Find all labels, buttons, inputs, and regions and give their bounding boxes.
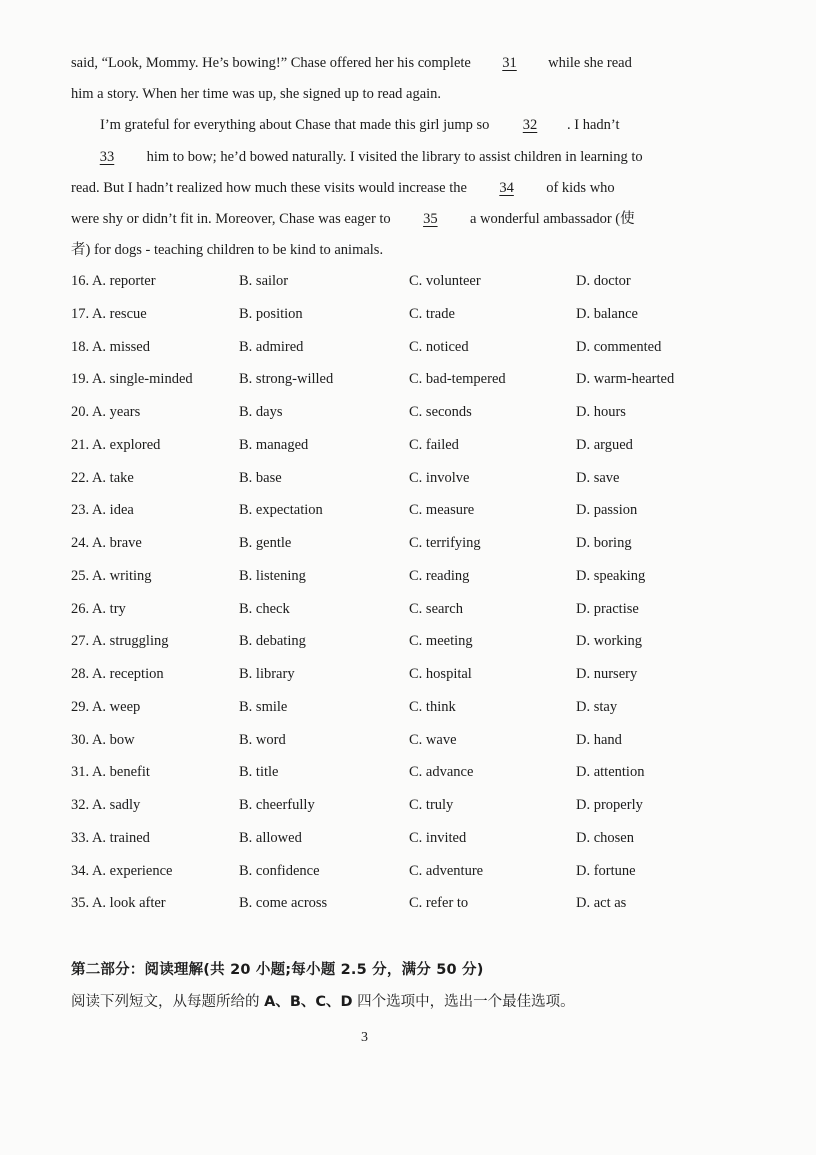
- question-row: [71, 822, 691, 855]
- option-d: D. fortune: [576, 862, 636, 879]
- option-c: C. hospital: [409, 666, 472, 682]
- option-b: B. check: [239, 600, 290, 617]
- passage-text: read. But I hadn’t realized how much these visits would increase the: [71, 179, 471, 196]
- option-b: B. admired: [239, 338, 304, 355]
- question-row: [71, 363, 691, 396]
- cloze-passage: [71, 48, 646, 266]
- option-b: B. word: [239, 731, 286, 748]
- question-row: [71, 331, 691, 364]
- question-row: [71, 789, 691, 822]
- option-d: D. hours: [576, 404, 626, 420]
- option-c: C. terrifying: [409, 535, 481, 551]
- option-c: C. involve: [409, 469, 470, 486]
- option-a: 16. A. reporter: [71, 273, 156, 289]
- option-b: B. title: [239, 764, 279, 781]
- option-a: 21. A. explored: [71, 436, 161, 453]
- option-b: B. confidence: [239, 862, 320, 879]
- question-row: [71, 855, 691, 888]
- blank-34: 34: [499, 179, 514, 196]
- passage-text: I’m grateful for everything about Chase that made this girl jump so: [100, 117, 494, 134]
- option-a: 35. A. look after: [71, 895, 166, 912]
- passage-line: [71, 79, 646, 110]
- option-a: 33. A. trained: [71, 829, 150, 846]
- passage-text: were shy or didn’t fit in. Moreover, Chase was eager to: [71, 210, 395, 227]
- passage-text: him a story. When her time was up, she signed up to read again.: [71, 86, 442, 103]
- option-c: C. measure: [409, 502, 475, 519]
- blank-31: 31: [502, 55, 517, 71]
- question-row: [71, 298, 691, 331]
- option-b: B. managed: [239, 436, 309, 453]
- option-b: B. expectation: [239, 502, 323, 519]
- option-b: B. come across: [239, 895, 328, 912]
- passage-line: [71, 235, 646, 266]
- option-c: C. seconds: [409, 404, 472, 420]
- option-c: C. wave: [409, 731, 457, 748]
- option-d: D. stay: [576, 698, 618, 715]
- passage-line: [71, 110, 646, 141]
- instruction-text: 四个选项中，选出一个最佳选项。: [352, 994, 575, 1010]
- option-c: C. failed: [409, 436, 459, 453]
- option-c: C. adventure: [409, 862, 484, 879]
- option-d: D. save: [576, 469, 620, 486]
- option-a: 17. A. rescue: [71, 305, 147, 322]
- passage-line: [71, 142, 646, 173]
- question-row: [71, 625, 691, 658]
- option-a: 23. A. idea: [71, 502, 134, 519]
- option-b: B. gentle: [239, 535, 292, 551]
- option-a: 22. A. take: [71, 469, 134, 486]
- option-c: C. volunteer: [409, 273, 481, 289]
- question-row: [71, 724, 691, 757]
- option-d: D. act as: [576, 895, 627, 912]
- option-b: B. debating: [239, 633, 306, 650]
- question-options-list: [71, 265, 691, 920]
- passage-text: him to bow; he’d bowed naturally. I visited the library to assist children in learning to: [143, 148, 643, 165]
- passage-line: [71, 173, 646, 204]
- option-a: 20. A. years: [71, 404, 141, 420]
- option-b: B. strong-willed: [239, 371, 334, 388]
- option-b: B. days: [239, 404, 283, 420]
- question-row: [71, 658, 691, 691]
- option-a: 25. A. writing: [71, 567, 152, 584]
- option-c: C. search: [409, 600, 463, 617]
- option-d: D. boring: [576, 535, 632, 551]
- option-a: 34. A. experience: [71, 862, 173, 879]
- option-b: B. listening: [239, 567, 306, 584]
- question-row: [71, 265, 691, 298]
- section-heading: 第二部分：阅读理解(共 20 小题;每小题 2.5 分，满分 50 分): [71, 962, 484, 978]
- option-b: B. sailor: [239, 273, 289, 289]
- option-d: D. balance: [576, 305, 638, 322]
- option-b: B. library: [239, 666, 295, 682]
- passage-text: . I hadn’t: [567, 117, 620, 134]
- option-d: D. warm-hearted: [576, 371, 675, 388]
- option-d: D. doctor: [576, 273, 631, 289]
- question-row: [71, 756, 691, 789]
- instruction-text: 阅读下列短文，从每题所给的: [71, 994, 265, 1010]
- option-c: C. invited: [409, 829, 467, 846]
- question-row: [71, 560, 691, 593]
- option-d: D. argued: [576, 436, 633, 453]
- option-c: C. noticed: [409, 338, 469, 355]
- option-b: B. cheerfully: [239, 797, 315, 813]
- option-c: C. meeting: [409, 633, 473, 650]
- option-a: 31. A. benefit: [71, 764, 150, 781]
- option-c: C. trade: [409, 305, 455, 322]
- option-c: C. bad-tempered: [409, 371, 506, 388]
- question-row: [71, 494, 691, 527]
- option-d: D. working: [576, 633, 643, 650]
- passage-text: a wonderful ambassador (使: [466, 210, 635, 227]
- question-row: [71, 429, 691, 462]
- option-d: D. practise: [576, 600, 639, 617]
- option-d: D. speaking: [576, 567, 646, 584]
- option-a: 29. A. weep: [71, 698, 141, 715]
- option-a: 27. A. struggling: [71, 633, 169, 650]
- option-d: D. chosen: [576, 829, 634, 846]
- option-c: C. truly: [409, 797, 454, 813]
- instruction-letters: A、B、C、D: [264, 994, 353, 1010]
- option-a: 32. A. sadly: [71, 797, 141, 813]
- option-d: D. hand: [576, 731, 622, 748]
- passage-text: of kids who: [542, 179, 615, 196]
- option-a: 30. A. bow: [71, 731, 135, 748]
- option-d: D. properly: [576, 797, 643, 813]
- option-a: 18. A. missed: [71, 338, 150, 355]
- passage-text: while she read: [544, 55, 632, 71]
- option-b: B. allowed: [239, 829, 302, 846]
- option-c: C. reading: [409, 567, 470, 584]
- option-a: 28. A. reception: [71, 666, 164, 682]
- option-d: D. passion: [576, 502, 638, 519]
- page-number: 3: [361, 1030, 368, 1045]
- option-d: D. nursery: [576, 666, 638, 682]
- option-c: C. think: [409, 698, 456, 715]
- option-b: B. smile: [239, 698, 288, 715]
- blank-32: 32: [522, 117, 538, 134]
- option-a: 24. A. brave: [71, 535, 142, 551]
- passage-text: said, “Look, Mommy. He’s bowing!” Chase offered her his complete: [71, 55, 475, 71]
- option-d: D. attention: [576, 764, 645, 781]
- option-b: B. base: [239, 469, 282, 486]
- blank-33: 33: [99, 148, 115, 165]
- question-row: [71, 691, 691, 724]
- passage-line: [71, 204, 646, 235]
- question-row: [71, 396, 691, 429]
- blank-35: 35: [423, 210, 438, 227]
- question-row: [71, 527, 691, 560]
- question-row: [71, 462, 691, 495]
- question-row: [71, 593, 691, 626]
- question-row: [71, 887, 691, 920]
- option-a: 19. A. single-minded: [71, 371, 193, 388]
- passage-line: [71, 48, 646, 79]
- option-d: D. commented: [576, 338, 662, 355]
- option-a: 26. A. try: [71, 600, 126, 617]
- section-instruction: [71, 990, 575, 1011]
- option-c: C. advance: [409, 764, 474, 781]
- option-c: C. refer to: [409, 895, 469, 912]
- passage-text: 者) for dogs - teaching children to be kind to animals.: [71, 242, 384, 259]
- option-b: B. position: [239, 305, 303, 322]
